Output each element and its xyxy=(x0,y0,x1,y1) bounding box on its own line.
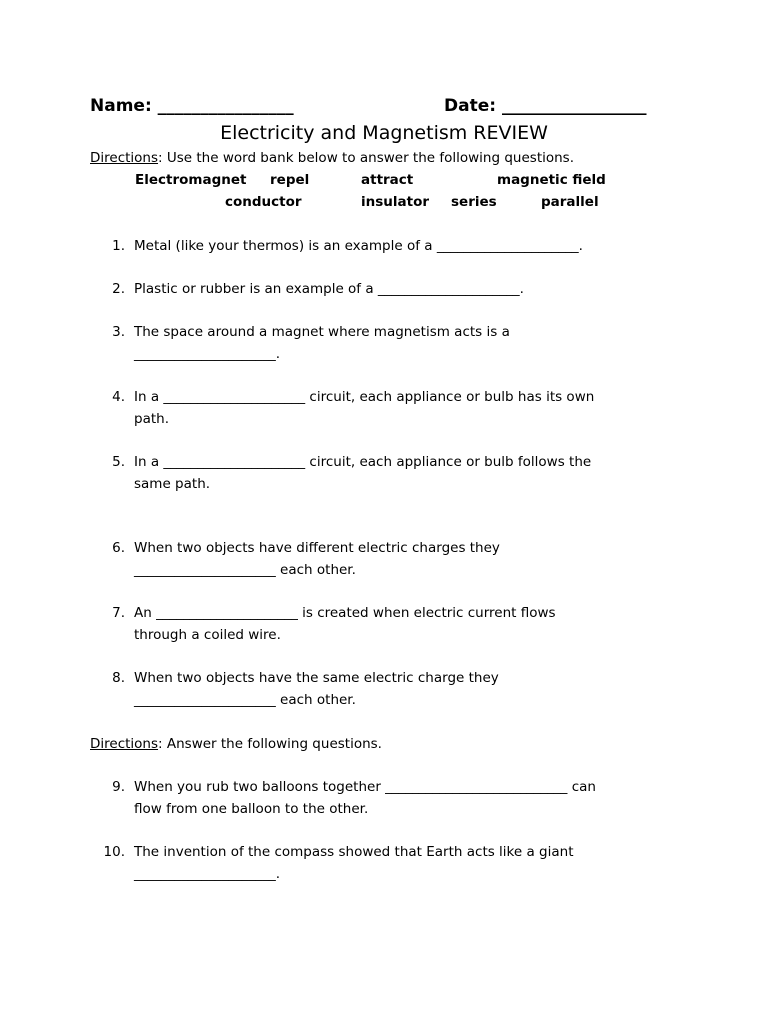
question-text: When two objects have different electric charges they xyxy=(134,540,500,556)
directions-answer xyxy=(90,736,382,752)
question-number: 3. xyxy=(112,324,125,340)
question-number: 8. xyxy=(112,670,125,686)
question-text-continued: path. xyxy=(134,411,169,427)
question-7 xyxy=(100,602,680,648)
question-number: 4. xyxy=(112,389,125,405)
question-8 xyxy=(100,667,680,713)
question-number: 6. xyxy=(112,540,125,556)
question-text-continued: _____________________ each other. xyxy=(134,562,356,578)
word-bank-item: conductor xyxy=(225,194,302,210)
question-text: The space around a magnet where magnetism acts is a xyxy=(134,324,510,340)
question-text-continued: through a coiled wire. xyxy=(134,627,281,643)
question-text-continued: _____________________ each other. xyxy=(134,692,356,708)
question-text: In a _____________________ circuit, each appliance or bulb follows the xyxy=(134,454,592,470)
word-bank-item: Electromagnet xyxy=(135,172,247,188)
page-title: Electricity and Magnetism REVIEW xyxy=(220,122,548,144)
question-text: Plastic or rubber is an example of a _____________________. xyxy=(134,281,524,297)
question-number: 2. xyxy=(112,281,125,297)
directions-text: : Answer the following questions. xyxy=(158,736,382,752)
question-text-continued: _____________________. xyxy=(134,866,281,882)
word-bank-item: attract xyxy=(361,172,414,188)
question-9 xyxy=(100,776,680,822)
word-bank-item: parallel xyxy=(541,194,599,210)
directions-word-bank xyxy=(90,150,574,166)
question-text: An _____________________ is created when electric current flows xyxy=(134,605,556,621)
question-2 xyxy=(100,278,680,324)
question-text: The invention of the compass showed that Earth acts like a giant xyxy=(134,844,574,860)
directions-text: : Use the word bank below to answer the following questions. xyxy=(158,150,574,166)
question-number: 10. xyxy=(103,844,125,860)
question-3 xyxy=(100,321,680,367)
question-text: When two objects have the same electric charge they xyxy=(134,670,499,686)
question-number: 7. xyxy=(112,605,125,621)
question-number: 5. xyxy=(112,454,125,470)
word-bank-item: magnetic field xyxy=(497,172,606,188)
question-text-continued: _____________________. xyxy=(134,346,281,362)
question-text: Metal (like your thermos) is an example of a _____________________. xyxy=(134,238,583,254)
word-bank-item: insulator xyxy=(361,194,430,210)
name-field-label: Name: ________________ xyxy=(90,96,294,116)
question-number: 1. xyxy=(112,238,125,254)
question-text: In a _____________________ circuit, each appliance or bulb has its own xyxy=(134,389,595,405)
question-4 xyxy=(100,386,680,432)
question-text-continued: flow from one balloon to the other. xyxy=(134,801,369,817)
question-5 xyxy=(100,451,680,497)
question-10 xyxy=(100,841,680,887)
question-number: 9. xyxy=(112,779,125,795)
question-1 xyxy=(100,235,680,281)
question-text-continued: same path. xyxy=(134,476,211,492)
directions-label: Directions xyxy=(90,736,159,752)
directions-label: Directions xyxy=(90,150,159,166)
date-field-label: Date: _________________ xyxy=(444,96,647,116)
question-text: When you rub two balloons together ___________________________ can xyxy=(134,779,596,795)
question-6 xyxy=(100,537,680,583)
word-bank-item: repel xyxy=(270,172,310,188)
word-bank-item: series xyxy=(451,194,497,210)
